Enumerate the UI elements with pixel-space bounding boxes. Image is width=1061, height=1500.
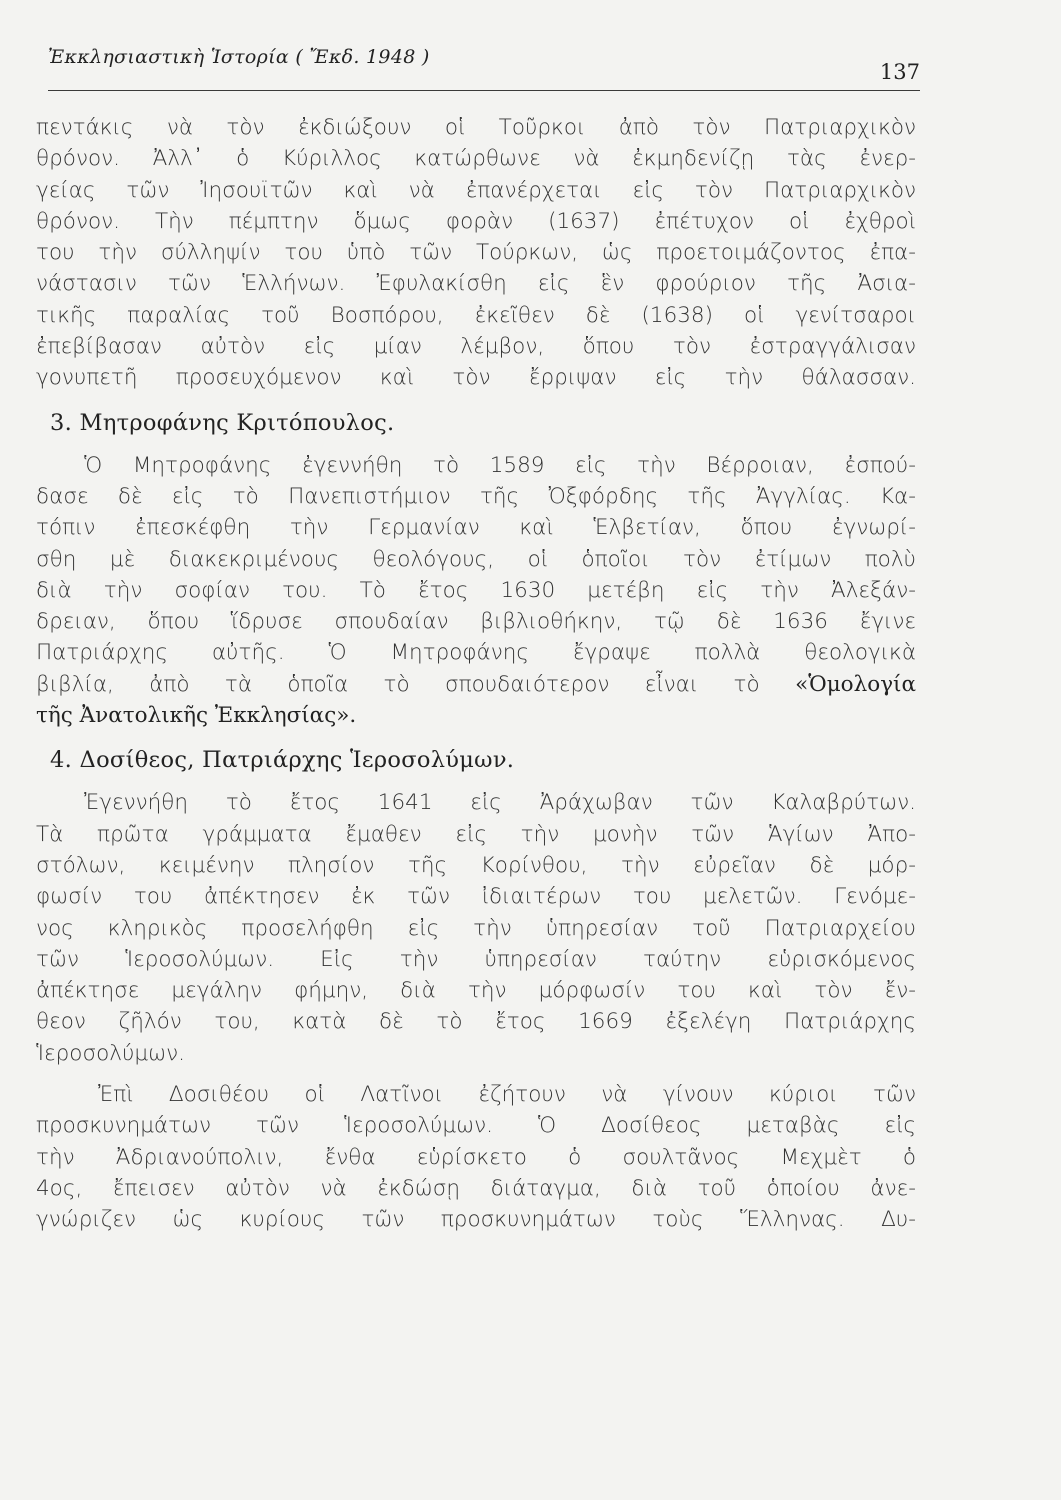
text-line: Ὁ Μητροφάνης ἐγεννήθη τὸ 1589 εἰς τὴν Βέρροιαν, ἐσπού- (84, 452, 916, 478)
text-line (36, 669, 916, 700)
body-text (36, 112, 916, 1236)
text-line: δρειαν, ὅπου ἵδρυσε σπουδαίαν βιβλιοθήκην, τῷ δὲ 1636 ἔγινε (36, 609, 916, 635)
text-line: πεντάκις νὰ τὸν ἐκδιώξουν οἱ Τοῦρκοι ἀπὸ τὸν Πατριαρχικὸν (36, 115, 916, 140)
text-line: διὰ τὴν σοφίαν του. Τὸ ἔτος 1630 μετέβη εἰς τὴν Ἀλεξάν- (36, 577, 916, 603)
text-line: θρόνον. Τὴν πέμπτην ὅμως φορὰν (1637) ἐπέτυχον οἱ ἐχθροὶ (36, 208, 916, 234)
text-line: φωσίν του ἀπέκτησεν ἐκ τῶν ἰδιαιτέρων του μελετῶν. Γενόμε- (36, 884, 916, 910)
text-line: τικῆς παραλίας τοῦ Βοσπόρου, ἐκεῖθεν δὲ (1638) οἱ γενίτσαροι (36, 302, 916, 328)
text-line: τὴν Ἀδριανούπολιν, ἔνθα εὑρίσκετο ὁ σουλτᾶνος Μεχμὲτ ὁ (36, 1144, 916, 1170)
text-line: ἐπεβίβασαν αὐτὸν εἰς μίαν λέμβον, ὅπου τὸν ἐστραγγάλισαν (36, 334, 916, 360)
text-line: νος κληρικὸς προσελήφθη εἰς τὴν ὑπηρεσίαν τοῦ Πατριαρχείου (36, 915, 916, 941)
text-line: τόπιν ἐπεσκέφθη τὴν Γερμανίαν καὶ Ἑλβετίαν, ὅπου ἐγνωρί- (36, 515, 916, 541)
running-title: Ἐκκλησιαστικὴ Ἱστορία ( Ἔκδ. 1948 ) (48, 46, 430, 68)
paragraph-dositheos-1 (36, 787, 916, 1069)
paragraph-mitrofanis (36, 450, 916, 732)
paragraph-dositheos-2 (36, 1079, 916, 1235)
section-heading-dositheos: 4. Δοσίθεος, Πατριάρχης Ἱεροσολύμων. (50, 747, 515, 774)
text-line: Ἱεροσολύμων. (36, 1040, 185, 1066)
text-line: Πατριάρχης αὐτῆς. Ὁ Μητροφάνης ἔγραψε πολλὰ θεολογικὰ (36, 640, 916, 666)
text-line (36, 700, 916, 731)
book-title-quote-end: τῆς Ἀνατολικῆς Ἐκκλησίας». (36, 703, 357, 729)
text-line: στόλων, κειμένην πλησίον τῆς Κορίνθου, τὴν εὐρεῖαν δὲ μόρ- (36, 852, 916, 878)
text-line: Ἐγεννήθη τὸ ἔτος 1641 εἰς Ἀράχωβαν τῶν Καλαβρύτων. (84, 790, 916, 816)
text-line: γονυπετῆ προσευχόμενον καὶ τὸν ἔρριψαν εἰς τὴν θάλασσαν. (36, 365, 916, 391)
text-line: 4ος, ἔπεισεν αὐτὸν νὰ ἐκδώσῃ διάταγμα, διὰ τοῦ ὁποίου ἀνε- (36, 1175, 916, 1201)
text-line: σθη μὲ διακεκριμένους θεολόγους, οἱ ὁποῖοι τὸν ἐτίμων πολὺ (36, 546, 916, 572)
text-line: δασε δὲ εἰς τὸ Πανεπιστήμιον τῆς Ὀξφόρδης τῆς Ἀγγλίας. Κα- (36, 483, 916, 509)
text-line: ἀπέκτησε μεγάλην φήμην, διὰ τὴν μόρφωσίν του καὶ τὸν ἔν- (36, 978, 916, 1004)
text-line: Ἐπὶ Δοσιθέου οἱ Λατῖνοι ἐζήτουν νὰ γίνουν κύριοι τῶν (98, 1082, 916, 1108)
text-line: Τὰ πρῶτα γράμματα ἔμαθεν εἰς τὴν μονὴν τῶν Ἁγίων Ἀπο- (36, 821, 916, 847)
running-header (48, 40, 920, 91)
text-line: τῶν Ἱεροσολύμων. Εἰς τὴν ὑπηρεσίαν ταύτην εὑρισκόμενος (36, 946, 916, 972)
text-line-start: βιβλία, ἀπὸ τὰ ὁποῖα τὸ σπουδαιότερον εἶναι τὸ (36, 671, 760, 697)
text-line: νάστασιν τῶν Ἑλλήνων. Ἐφυλακίσθη εἰς ἓν φρούριον τῆς Ἀσια- (36, 271, 916, 297)
text-line: θεον ζῆλόν του, κατὰ δὲ τὸ ἔτος 1669 ἐξελέγη Πατριάρχης (36, 1009, 916, 1035)
text-line: γνώριζεν ὡς κυρίους τῶν προσκυνημάτων τοὺς Ἕλληνας. Δυ- (36, 1207, 916, 1233)
book-title-quote-start: «Ὁμολογία (795, 671, 916, 697)
page-number: 137 (879, 60, 920, 84)
text-line: γείας τῶν Ἰησουϊτῶν καὶ νὰ ἐπανέρχεται εἰς τὸν Πατριαρχικὸν (36, 177, 916, 203)
text-line: του τὴν σύλληψίν του ὑπὸ τῶν Τούρκων, ὡς προετοιμάζοντος ἐπα- (36, 240, 916, 266)
paragraph-kyrillos (36, 112, 916, 394)
section-heading-mitrofanis: 3. Μητροφάνης Κριτόπουλος. (50, 409, 395, 436)
text-line: θρόνον. Ἀλλ᾽ ὁ Κύριλλος κατώρθωνε νὰ ἐκμηδενίζῃ τὰς ἐνερ- (36, 146, 916, 172)
text-line: προσκυνημάτων τῶν Ἱεροσολύμων. Ὁ Δοσίθεος μεταβὰς εἰς (36, 1113, 916, 1139)
